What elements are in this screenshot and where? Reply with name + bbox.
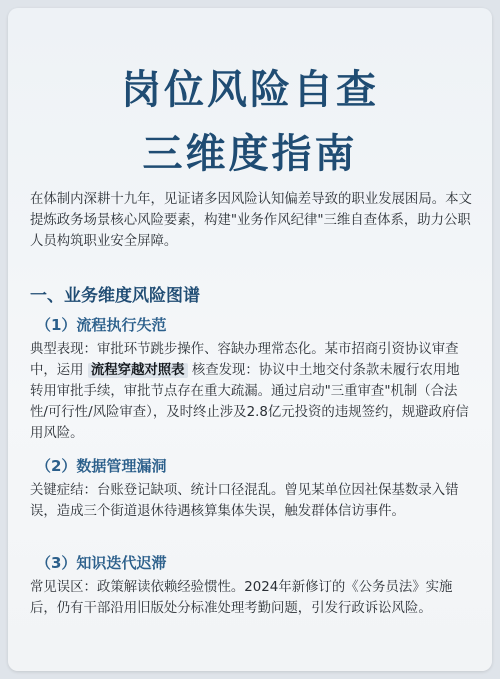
highlight-term: 流程穿越对照表 [88,363,188,378]
subsection-paragraph-3: 常见误区：政策解读依赖经验惯性。2024年新修订的《公务员法》实施后，仍有干部沿用旧版处分标准处理考勤问题，引发行政诉讼风险。 [30,580,453,616]
page-title-line-2: 三维度指南 [142,131,358,177]
page-title-line-1: 岗位风险自查 [121,67,379,113]
paragraph-text: 核查发现：协议中土地交付条款未履行农用地转用审批手续，审批节点存在重大疏漏。通过启动"三重审查"机制（合法性/可行性/风险审查），及时终止涉及2.8亿元投资的违规签约，规避政府信用风险。 [30,363,469,441]
subsection-heading-3: （3）知识迭代迟滞 [36,554,167,572]
subsection-heading-1: （1）流程执行失范 [36,316,167,334]
intro-paragraph: 在体制内深耕十九年，见证诸多因风险认知偏差导致的职业发展困局。本文提炼政务场景核心风险要素，构建"业务作风纪律"三维自查体系，助力公职人员构筑职业安全屏障。 [30,192,472,249]
subsection-heading-2: （2）数据管理漏洞 [36,457,167,475]
article-card [8,8,492,671]
subsection-paragraph-1 [30,339,472,444]
paragraph-text: 典型表现：审批环节跳步操作、容缺办理常态化。某市招商引资协议审查中，运用 [30,342,459,378]
section-heading: 一、业务维度风险图谱 [30,286,200,306]
subsection-paragraph-2: 关键症结：台账登记缺项、统计口径混乱。曾见某单位因社保基数录入错误，造成三个街道退休待遇核算集体失误，触发群体信访事件。 [30,483,459,519]
